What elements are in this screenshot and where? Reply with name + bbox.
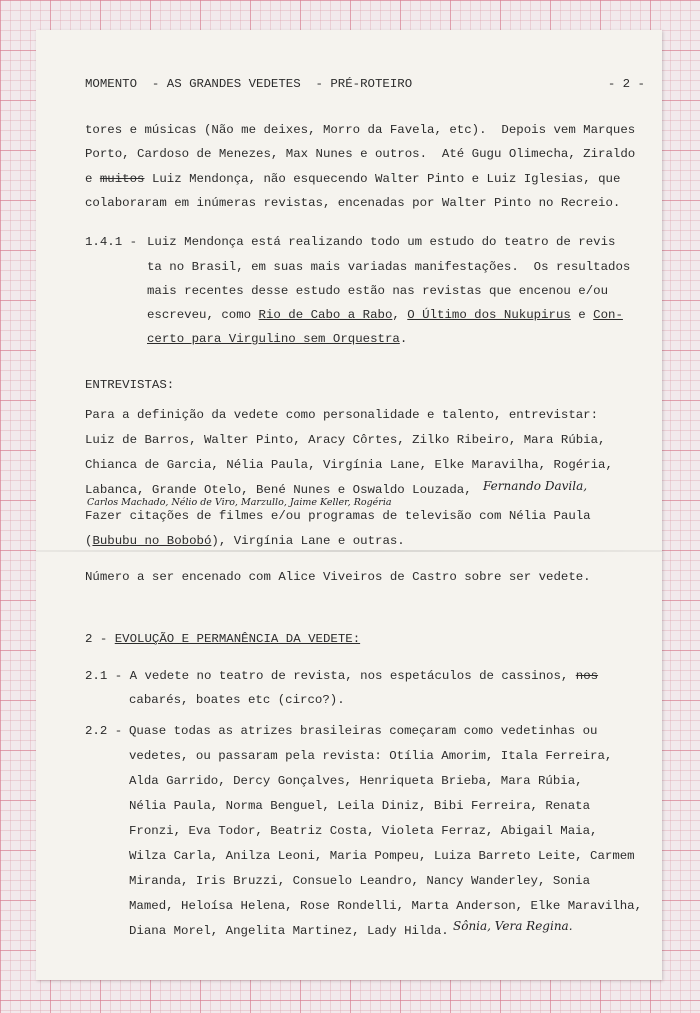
interviews-line-4: Labanca, Grande Otelo, Bené Nunes e Oswaldo Louzada, — [85, 483, 472, 497]
intro-line-3 — [85, 171, 620, 187]
section-141-number: 1.4.1 - — [85, 235, 138, 249]
intro-line-4: colaboraram em inúmeras revistas, encenadas por Walter Pinto no Recreio. — [85, 196, 621, 210]
intro-prefix: e — [85, 172, 93, 186]
section-21-line-2: cabarés, boates etc (circo?). — [129, 693, 345, 707]
title-ultimo-nukupirus: O Último dos Nukupirus — [407, 308, 571, 322]
intro-line-2: Porto, Cardoso de Menezes, Max Nunes e outros. Até Gugu Olimecha, Ziraldo — [85, 147, 636, 161]
section-141-line-2: ta no Brasil, em suas mais variadas manifestações. Os resultados — [147, 260, 631, 274]
section-22-line-9: Diana Morel, Angelita Martinez, Lady Hilda. — [129, 924, 449, 938]
title-concerto-part1: Con- — [593, 308, 623, 322]
section-141-line-4: escreveu, como Rio de Cabo a Rabo, O Último dos Nukupirus e Con- — [147, 308, 623, 322]
interviews-line-3: Chianca de Garcia, Nélia Paula, Virgínia Lane, Elke Maravilha, Rogéria, — [85, 458, 613, 472]
citations-line-2: (Bububu no Bobobó), Virgínia Lane e outras. — [85, 534, 405, 548]
section-22-number: 2.2 - — [85, 724, 123, 738]
title-concerto-part2: certo para Virgulino sem Orquestra — [147, 332, 400, 346]
section-22-line-6: Wilza Carla, Anilza Leoni, Maria Pompeu, Luiza Barreto Leite, Carmem — [129, 849, 635, 863]
section-2-title: EVOLUÇÃO E PERMANÊNCIA DA VEDETE: — [114, 632, 361, 646]
paper-fold-line — [36, 550, 662, 552]
struck-word: muitos — [99, 172, 145, 186]
handwritten-note-2: Carlos Machado, Nélio de Viro, Marzullo, Jaime Keller, Rogéria — [87, 497, 392, 508]
intro-line-1: tores e músicas (Não me deixes, Morro da Favela, etc). Depois vem Marques — [85, 123, 636, 137]
section-22-line-4: Nélia Paula, Norma Benguel, Leila Diniz, Bibi Ferreira, Renata — [129, 799, 591, 813]
page-number: - 2 - — [607, 77, 645, 91]
section-22-line-2: vedetes, ou passaram pela revista: Otília Amorim, Itala Ferreira, — [129, 749, 613, 763]
handwritten-note-3: Sônia, Vera Regina. — [453, 919, 573, 933]
section-141-line-3: mais recentes desse estudo estão nas revistas que encenou e/ou — [147, 284, 609, 298]
intro-line-3-text: Luiz Mendonça, não esquecendo Walter Pinto e Luiz Iglesias, que — [151, 172, 621, 186]
title-rio-de-cabo: Rio de Cabo a Rabo — [258, 308, 393, 322]
section-2-heading — [85, 631, 360, 647]
number-line: Número a ser encenado com Alice Viveiros de Castro sobre ser vedete. — [85, 570, 591, 584]
section-2-number: 2 - — [85, 632, 108, 646]
section-22-line-3: Alda Garrido, Dercy Gonçalves, Henriqueta Brieba, Mara Rúbia, — [129, 774, 583, 788]
section-21-text: A vedete no teatro de revista, nos espetáculos de cassinos, — [129, 669, 569, 683]
citations-line-2-rest: ), Virgínia Lane e outras. — [211, 534, 405, 548]
section-22-line-8: Mamed, Heloísa Helena, Rose Rondelli, Marta Anderson, Elke Maravilha, — [129, 899, 643, 913]
document-header-title: MOMENTO - AS GRANDES VEDETES - PRÉ-ROTEIRO — [85, 77, 413, 91]
section-22-line-1: Quase todas as atrizes brasileiras começaram como vedetinhas ou — [129, 724, 598, 738]
section-141-line-5: certo para Virgulino sem Orquestra. — [147, 332, 408, 346]
interviews-line-2: Luiz de Barros, Walter Pinto, Aracy Côrtes, Zilko Ribeiro, Mara Rúbia, — [85, 433, 606, 447]
section-21-line-1 — [85, 668, 598, 684]
interviews-heading: ENTREVISTAS: — [85, 378, 175, 392]
section-22-line-5: Fronzi, Eva Todor, Beatriz Costa, Violeta Ferraz, Abigail Maia, — [129, 824, 598, 838]
citations-line-1: Fazer citações de filmes e/ou programas de televisão com Nélia Paula — [85, 509, 591, 523]
handwritten-note-1: Fernando Davila, — [483, 479, 588, 493]
section-141-conj: e — [578, 308, 586, 322]
section-141-line-1: Luiz Mendonça está realizando todo um estudo do teatro de revis — [147, 235, 616, 249]
interviews-line-1: Para a definição da vedete como personalidade e talento, entrevistar: — [85, 408, 599, 422]
struck-word-nos: nos — [575, 669, 599, 683]
section-22-line-7: Miranda, Iris Bruzzi, Consuelo Leandro, Nancy Wanderley, Sonia — [129, 874, 591, 888]
section-141-line-4-prefix: escreveu, como — [147, 308, 252, 322]
title-bububu: Bububu no Bobobó — [92, 534, 212, 548]
section-21-number: 2.1 - — [85, 669, 123, 683]
